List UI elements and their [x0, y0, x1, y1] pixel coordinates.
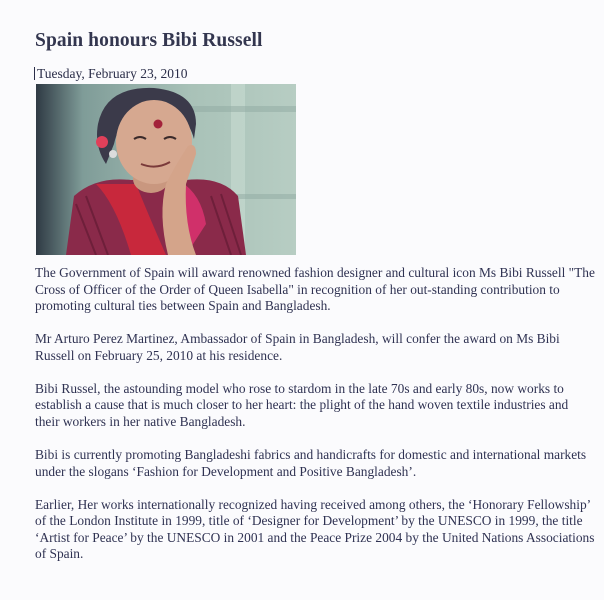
background-beam: [186, 106, 296, 112]
paragraph-promotion: Bibi is currently promoting Bangladeshi fabrics and handicrafts for domestic and international markets under the slogans ‘Fashion for Development and Positive Bangladesh’.: [35, 446, 587, 479]
dateline-separator: [34, 67, 35, 80]
paragraph-career: Bibi Russel, the astounding model who rose to stardom in the late 70s and early 80s, now works to establish a cause that is much closer to her heart: the plight of the hand woven textile industries and their workers in her native Bangladesh.: [35, 380, 569, 429]
article-body: [35, 265, 595, 579]
ear-flower: [96, 136, 108, 148]
paragraph-award: The Government of Spain will award renowned fashion designer and cultural icon Ms Bibi Russell "The Cross of Officer of the Order of Queen Isabella" in recognition of her out-standing contribution to promoting cultural ties between Spain and Bangladesh.: [35, 265, 595, 314]
paragraph-ambassador: Mr Arturo Perez Martinez, Ambassador of Spain in Bangladesh, will confer the award on Ms Bibi Russell on February 25, 2010 at his residence.: [35, 331, 560, 363]
paragraph-honours: Earlier, Her works internationally recognized having received among others, the ‘Honorary Fellowship’ of the London Institute in 1999, title of ‘Designer for Development’ by the UNESCO in 1999, the title ‘Artist for Peace’ by the UNESCO in 2001 and the Peace Prize 2004 by the United Nations Associations of Spain.: [35, 496, 595, 562]
dateline-date: Tuesday, February 23, 2010: [37, 66, 188, 81]
headline: Spain honours Bibi Russell: [35, 30, 263, 51]
portrait-illustration: [36, 84, 296, 255]
dateline: [34, 66, 188, 82]
bindi: [154, 120, 163, 129]
portrait-photo: [36, 84, 296, 255]
earring: [109, 150, 117, 158]
